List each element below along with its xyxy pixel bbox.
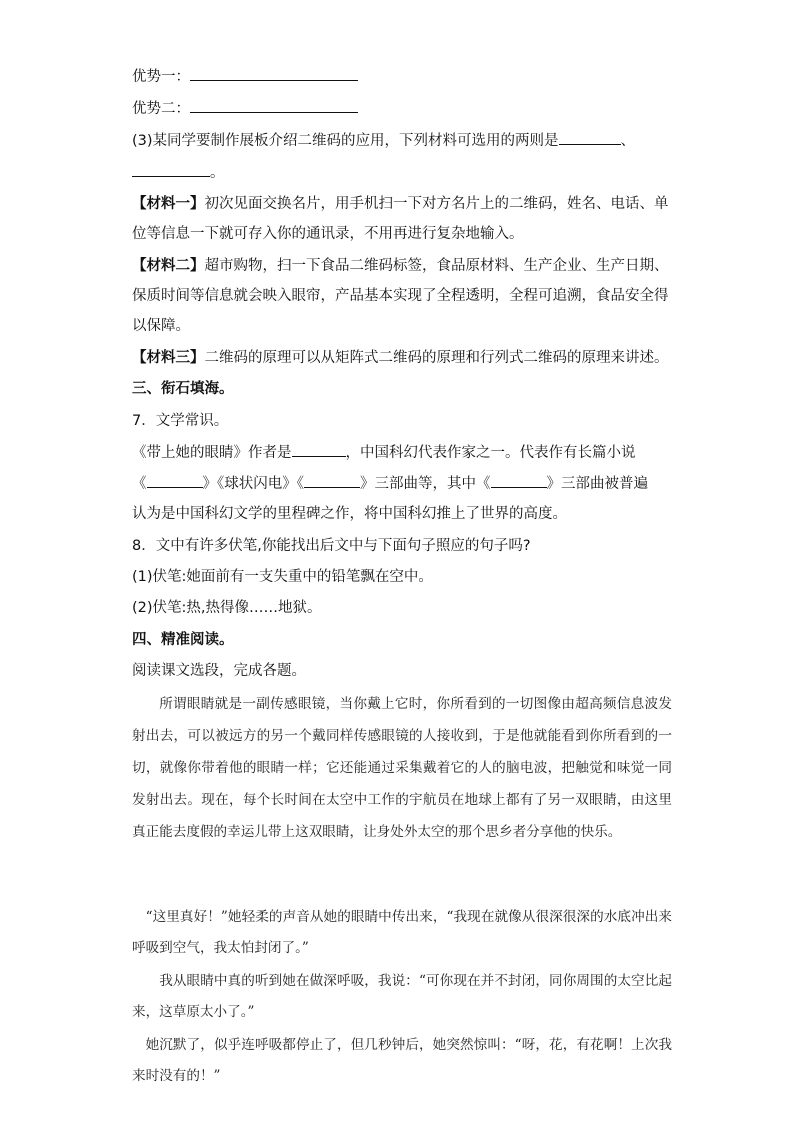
reading-passage-3 xyxy=(132,966,672,1028)
material-two-line-3: 以保障。 xyxy=(132,318,190,334)
answer-blank[interactable] xyxy=(190,98,358,113)
question-6-3-line xyxy=(132,130,635,151)
reading-intro: 阅读课文选段，完成各题。 xyxy=(132,663,306,679)
passage-paragraph: 她沉默了，似乎连呼吸都停止了，但几秒钟后，她突然惊叫：“呀，花，有花啊！上次我来时没有的！” xyxy=(132,1037,672,1084)
passage-paragraph: 我从眼睛中真的听到她在做深呼吸，我说：“可你现在并不封闭，同你周围的太空比起来，这草原太小了。” xyxy=(132,973,672,1020)
question-7-title: 7．文学常识。 xyxy=(132,413,229,429)
question-6-3-line-2 xyxy=(132,162,225,183)
period: 。 xyxy=(210,165,225,181)
material-two-tag: 【材料二】 xyxy=(132,258,205,274)
section-four-heading: 四、精准阅读。 xyxy=(132,632,234,648)
answer-blank[interactable] xyxy=(132,162,210,177)
material-one-line-1 xyxy=(132,194,669,214)
question-8-title: 8．文中有许多伏笔,你能找出后文中与下面句子照应的句子吗? xyxy=(132,538,531,554)
material-three-text: 二维码的原理可以从矩阵式二维码的原理和行列式二维码的原理来讲述。 xyxy=(204,350,669,366)
question-7-line-1 xyxy=(132,442,636,463)
material-one-text: 初次见面交换名片，用手机扫一下对方名片上的二维码，姓名、电话、单 xyxy=(204,196,669,212)
advantage-two-label: 优势二： xyxy=(132,101,190,117)
author-blank[interactable] xyxy=(292,442,346,457)
material-one-tag: 【材料一】 xyxy=(132,196,205,212)
answer-blank[interactable] xyxy=(559,130,621,145)
question-6-3-text: (3)某同学要制作展板介绍二维码的应用，下列材料可选用的两则是 xyxy=(132,133,559,149)
novel-blank[interactable] xyxy=(304,473,360,488)
q7-text: 《 xyxy=(132,476,147,492)
q7-text: 《带上她的眼睛》作者是 xyxy=(132,445,292,461)
section-three-heading: 三、衔石填海。 xyxy=(132,381,234,397)
novel-blank[interactable] xyxy=(491,473,547,488)
q7-text: 》三部曲等，其中《 xyxy=(360,476,491,492)
question-7-line-3: 认为是中国科幻文学的里程碑之作，将中国科幻推上了世界的高度。 xyxy=(132,506,567,522)
material-one-line-2: 位等信息一下就可存入你的通讯录，不用再进行复杂地输入。 xyxy=(132,226,524,242)
question-7-line-2 xyxy=(132,473,648,494)
q7-text: ，中国科幻代表作家之一。代表作有长篇小说 xyxy=(345,445,636,461)
reading-passage xyxy=(132,688,672,848)
q7-text: 》三部曲被普遍 xyxy=(546,476,648,492)
reading-passage-2 xyxy=(132,902,672,964)
material-two-line-2: 保质时间等信息就会映入眼帘，产品基本实现了全程透明，全程可追溯，食品安全得 xyxy=(132,288,669,304)
question-8-1: (1)伏笔:她面前有一支失重中的铅笔飘在空中。 xyxy=(132,569,433,585)
answer-blank[interactable] xyxy=(190,66,358,81)
novel-blank[interactable] xyxy=(147,473,203,488)
material-two-line-1 xyxy=(132,256,669,276)
question-8-2: (2)伏笔:热,热得像……地狱。 xyxy=(132,600,322,616)
passage-paragraph: 所谓眼睛就是一副传感眼镜，当你戴上它时，你所看到的一切图像由超高频信息波发射出去，可以被远方的另一个戴同样传感眼镜的人接收到，于是他就能看到你所看到的一切，就像你带着他的眼睛一样；它还能通过采集戴着它的人的脑电波，把触觉和味觉一同发射出去。现在，每个长时间在太空中工作的宇航员在地球上都有了另一双眼睛，由这里真正能去度假的幸运儿带上这双眼睛，让身处外太空的那个思乡者分享他的快乐。 xyxy=(132,696,672,840)
reading-passage-4 xyxy=(132,1030,672,1092)
advantage-two-line xyxy=(132,98,358,119)
material-three-line-1 xyxy=(132,348,669,368)
material-two-text: 超市购物，扫一下食品二维码标签，食品原材料、生产企业、生产日期、 xyxy=(204,258,669,274)
passage-paragraph: “这里真好！”她轻柔的声音从她的眼睛中传出来，“我现在就像从很深很深的水底冲出来呼吸到空气，我太怕封闭了。” xyxy=(132,909,672,956)
q7-text: 》《球状闪电》《 xyxy=(202,476,304,492)
advantage-one-label: 优势一： xyxy=(132,69,190,85)
advantage-one-line xyxy=(132,66,358,87)
material-three-tag: 【材料三】 xyxy=(132,350,205,366)
separator: 、 xyxy=(620,133,636,149)
